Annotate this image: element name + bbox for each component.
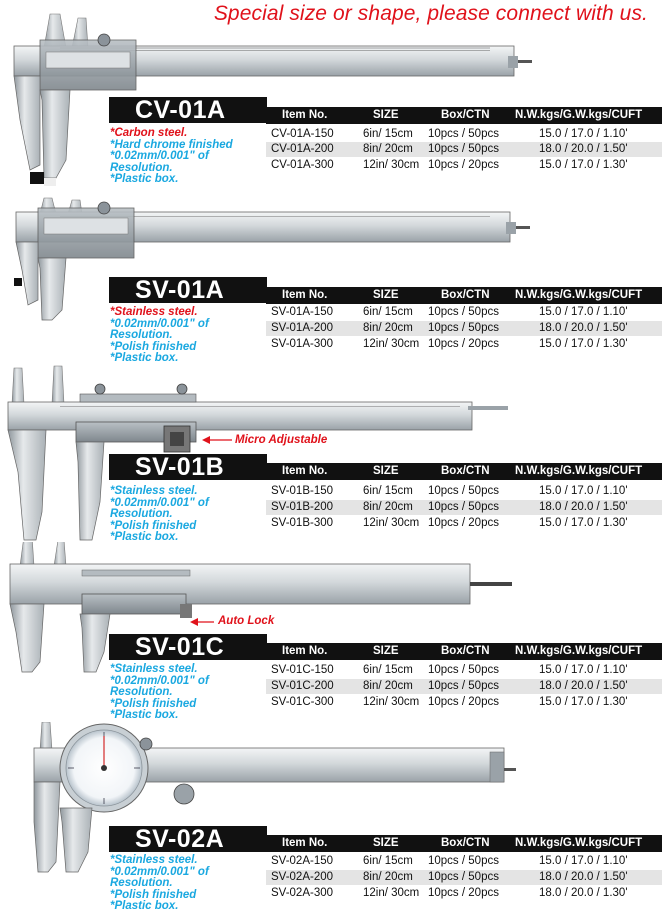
header-weights: N.W.kgs/G.W.kgs/CUFT xyxy=(515,109,643,121)
header-size: SIZE xyxy=(373,465,399,477)
feature-list: *Stainless steel. *0.02mm/0.001" of Resolution. *Polish finished *Plastic box. xyxy=(110,306,209,364)
model-name: SV-02A xyxy=(135,825,225,853)
caliper-sv-01b-image xyxy=(0,362,670,542)
header-weights: N.W.kgs/G.W.kgs/CUFT xyxy=(515,645,643,657)
header-item-no: Item No. xyxy=(282,645,328,657)
product-section-sv-01a xyxy=(0,190,670,362)
table-row: SV-02A-150 6in/ 15cm 10pcs / 50pcs 15.0 / 17.0 / 1.10' xyxy=(271,855,628,867)
header-size: SIZE xyxy=(373,289,399,301)
model-label-sv-02a xyxy=(109,826,267,852)
feature-list: *Stainless steel. *0.02mm/0.001" of Resolution. *Polish finished *Plastic box. xyxy=(110,854,209,912)
model-name: SV-01A xyxy=(135,276,225,304)
table-row: SV-01C-150 6in/ 15cm 10pcs / 50pcs 15.0 / 17.0 / 1.10' xyxy=(271,664,628,676)
model-label-sv-01a xyxy=(109,277,267,303)
header-size: SIZE xyxy=(373,109,399,121)
table-row: SV-01B-200 8in/ 20cm 10pcs / 50pcs 18.0 / 20.0 / 1.50' xyxy=(266,500,662,515)
feature-list: *Carbon steel. *Hard chrome finished *0.02mm/0.001" of Resolution. *Plastic box. xyxy=(110,127,233,185)
header-box-ctn: Box/CTN xyxy=(441,465,490,477)
header-item-no: Item No. xyxy=(282,289,328,301)
table-header xyxy=(266,463,662,480)
product-section-sv-01c xyxy=(0,542,670,722)
table-row: SV-01C-300 12in/ 30cm 10pcs / 20pcs 15.0 / 17.0 / 1.30' xyxy=(271,696,628,708)
table-row: SV-01C-200 8in/ 20cm 10pcs / 50pcs 18.0 / 20.0 / 1.50' xyxy=(266,679,662,694)
table-row: SV-01A-300 12in/ 30cm 10pcs / 20pcs 15.0 / 17.0 / 1.30' xyxy=(271,338,628,350)
table-header xyxy=(266,643,662,660)
header-size: SIZE xyxy=(373,837,399,849)
auto-lock-callout: Auto Lock xyxy=(218,615,275,627)
product-section-sv-01b xyxy=(0,362,670,542)
table-header xyxy=(266,835,662,852)
table-row: SV-01B-300 12in/ 30cm 10pcs / 20pcs 15.0 / 17.0 / 1.30' xyxy=(271,517,628,529)
table-row: SV-01A-150 6in/ 15cm 10pcs / 50pcs 15.0 / 17.0 / 1.10' xyxy=(271,306,628,318)
product-section-sv-02a xyxy=(0,722,670,912)
table-header xyxy=(266,107,662,124)
feature-list: *Stainless steel. *0.02mm/0.001" of Resolution. *Polish finished *Plastic box. xyxy=(110,663,209,721)
header-box-ctn: Box/CTN xyxy=(441,837,490,849)
model-label-sv-01b xyxy=(109,454,267,480)
table-row: SV-02A-300 12in/ 30cm 10pcs / 20pcs 18.0 / 20.0 / 1.30' xyxy=(271,887,628,899)
banner-text: Special size or shape, please connect with us. xyxy=(213,2,648,25)
table-header xyxy=(266,287,662,304)
table-row: CV-01A-200 8in/ 20cm 10pcs / 50pcs 18.0 / 20.0 / 1.50' xyxy=(266,142,662,157)
model-label-sv-01c xyxy=(109,634,267,660)
model-name: SV-01B xyxy=(135,453,225,481)
header-item-no: Item No. xyxy=(282,465,328,477)
header-item-no: Item No. xyxy=(282,109,328,121)
header-box-ctn: Box/CTN xyxy=(441,645,490,657)
header-weights: N.W.kgs/G.W.kgs/CUFT xyxy=(515,837,643,849)
micro-adjustable-callout: Micro Adjustable xyxy=(235,434,328,446)
model-name: CV-01A xyxy=(135,96,226,124)
header-weights: N.W.kgs/G.W.kgs/CUFT xyxy=(515,289,643,301)
table-row: CV-01A-150 6in/ 15cm 10pcs / 50pcs 15.0 / 17.0 / 1.10' xyxy=(271,128,628,140)
header-box-ctn: Box/CTN xyxy=(441,289,490,301)
table-row: CV-01A-300 12in/ 30cm 10pcs / 20pcs 15.0 / 17.0 / 1.30' xyxy=(271,159,628,171)
feature-list: *Stainless steel. *0.02mm/0.001" of Resolution. *Polish finished *Plastic box. xyxy=(110,485,209,543)
product-section-cv-01a xyxy=(0,0,670,190)
model-name: SV-01C xyxy=(135,633,225,661)
header-weights: N.W.kgs/G.W.kgs/CUFT xyxy=(515,465,643,477)
header-item-no: Item No. xyxy=(282,837,328,849)
header-box-ctn: Box/CTN xyxy=(441,109,490,121)
header-size: SIZE xyxy=(373,645,399,657)
model-label-cv-01a xyxy=(109,97,267,123)
table-row: SV-02A-200 8in/ 20cm 10pcs / 50pcs 18.0 / 20.0 / 1.50' xyxy=(266,870,662,885)
table-row: SV-01A-200 8in/ 20cm 10pcs / 50pcs 18.0 / 20.0 / 1.50' xyxy=(266,321,662,336)
table-row: SV-01B-150 6in/ 15cm 10pcs / 50pcs 15.0 / 17.0 / 1.10' xyxy=(271,485,628,497)
